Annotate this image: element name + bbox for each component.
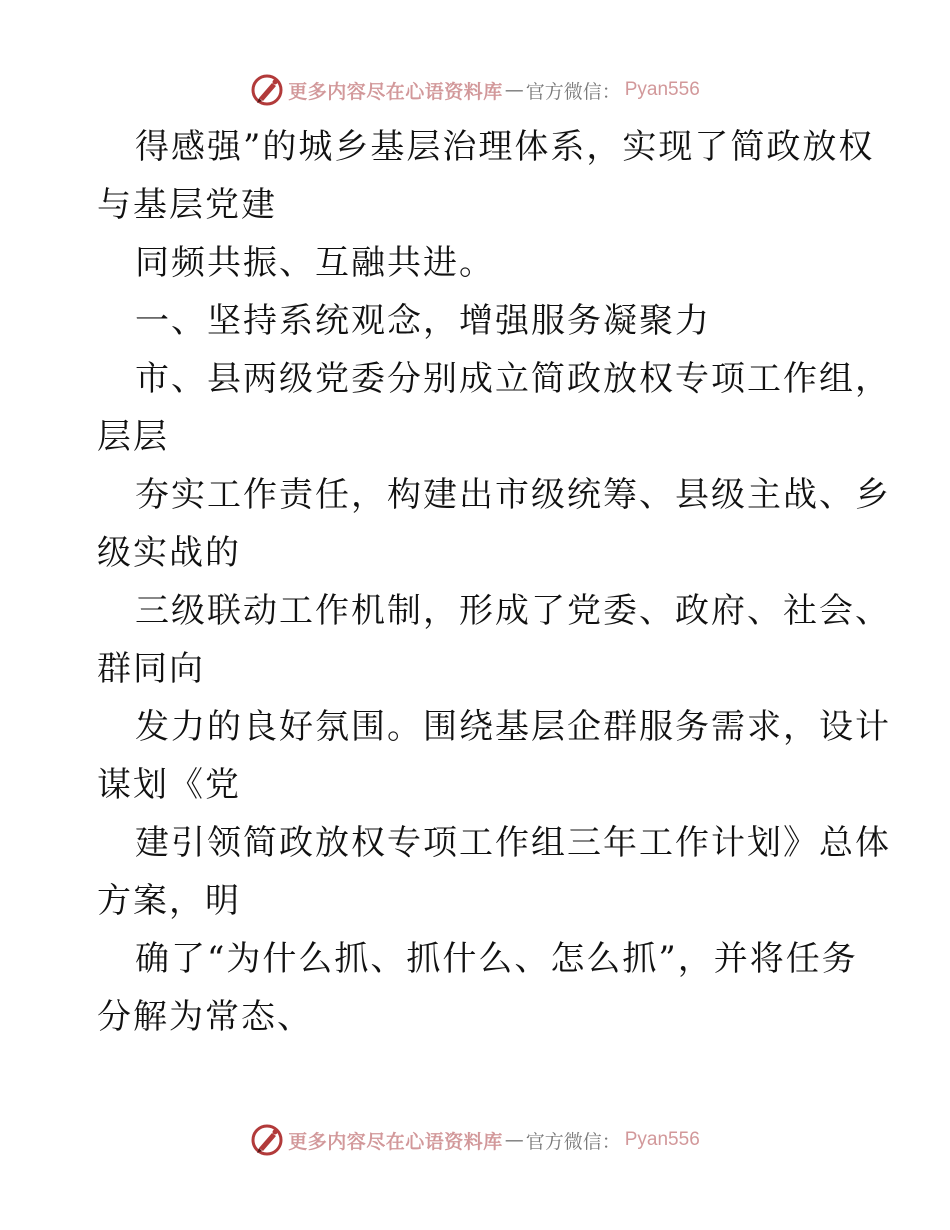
body-line: 群同向 [97,649,205,689]
body-line: 三级联动工作机制，形成了党委、政府、社会、 [135,591,891,631]
wechat-label: 官方微信： [525,1130,621,1153]
pen-logo-icon [250,73,284,107]
wechat-label: 官方微信： [525,80,621,103]
body-line: 夯实工作责任，构建出市级统筹、县级主战、乡 [135,475,891,515]
body-line: 谋划《党 [97,765,241,805]
body-line: 方案，明 [97,881,241,921]
banner-text: 更多内容尽在心语资料库 [288,1130,503,1153]
pen-logo-icon [250,1123,284,1157]
body-line: 分解为常态、 [97,997,313,1037]
wechat-id: Pyan556 [624,79,700,100]
body-line: 得感强”的城乡基层治理体系，实现了简政放权 [135,127,875,167]
body-line: 发力的良好氛围。围绕基层企群服务需求，设计 [135,707,891,747]
body-line: 与基层党建 [97,185,277,225]
document-body [97,118,891,1046]
footer-banner [0,1120,950,1160]
body-line: 确了“为什么抓、抓什么、怎么抓”，并将任务 [135,939,858,979]
wechat-id: Pyan556 [624,1129,700,1150]
banner-dash: — [504,1129,524,1151]
section-heading: 一、坚持系统观念，增强服务凝聚力 [135,301,711,341]
body-line: 建引领简政放权专项工作组三年工作计划》总体 [135,823,891,863]
body-line: 同频共振、互融共进。 [135,243,495,283]
banner-dash: — [504,79,524,101]
body-line: 级实战的 [97,533,241,573]
body-line: 层层 [97,417,169,457]
body-line: 市、县两级党委分别成立简政放权专项工作组， [135,359,891,399]
banner-text: 更多内容尽在心语资料库 [288,80,503,103]
header-banner [0,70,950,110]
